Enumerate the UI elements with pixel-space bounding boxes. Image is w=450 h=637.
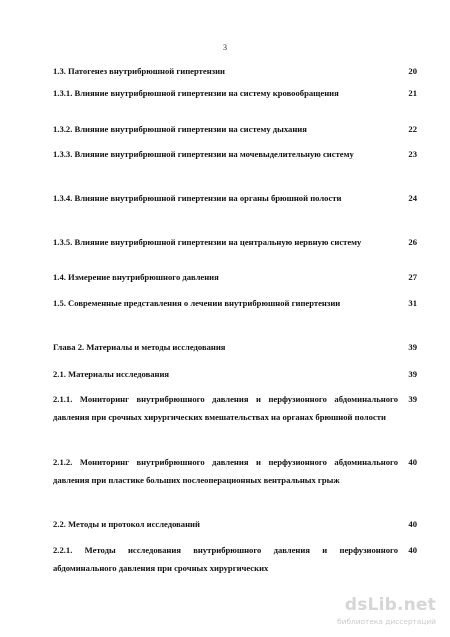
- toc-entry-page: 39: [408, 394, 417, 404]
- toc-entry-page: 20: [408, 66, 417, 76]
- toc-entry-page: 40: [408, 457, 417, 467]
- toc-entry-title: 1.3.1. Влияние внутрибрюшной гипертензии на систему кровообращения: [53, 88, 339, 98]
- toc-entry-title: 2.1.2. Мониторинг внутрибрюшного давления и перфузионного абдоминального давления при пластике больших послеоперационных вентральных грыж: [53, 457, 398, 485]
- toc-entry-title: 2.1.1. Мониторинг внутрибрюшного давления и перфузионного абдоминального давления при срочных хирургических вмешательствах на органах брюшной полости: [53, 394, 398, 422]
- toc-entry-page: 22: [408, 124, 417, 134]
- toc-entry-title: 1.4. Измерение внутрибрюшного давления: [53, 272, 219, 282]
- toc-entry-title: 1.3. Патогенез внутрибрюшной гипертензии: [53, 66, 225, 76]
- toc-entry-title: 1.3.4. Влияние внутрибрюшной гипертензии на органы брюшной полости: [53, 193, 342, 203]
- toc-entry-page: 40: [408, 519, 417, 529]
- toc-entry-title: 1.3.3. Влияние внутрибрюшной гипертензии на мочевыделительную систему: [53, 149, 354, 159]
- toc-entry-page: 26: [408, 237, 417, 247]
- toc-entry-page: 40: [408, 545, 417, 555]
- page-number: 3: [223, 43, 227, 52]
- watermark-tagline: библиотека диссертаций: [337, 617, 436, 626]
- toc-entry-title: 1.5. Современные представления о лечении внутрибрюшной гипертензии: [53, 298, 341, 308]
- watermark-brand: dsLib.net: [344, 595, 436, 615]
- watermark-logo: [318, 597, 436, 625]
- toc-entry-page: 31: [408, 298, 417, 308]
- toc-entry-page: 27: [408, 272, 417, 282]
- toc-entry-title: 1.3.5. Влияние внутрибрюшной гипертензии на центральную нервную систему: [53, 237, 362, 247]
- toc-entry-title: 2.1. Материалы исследования: [53, 369, 170, 379]
- toc-entry-title: 1.3.2. Влияние внутрибрюшной гипертензии на систему дыхания: [53, 124, 307, 134]
- toc-entry-page: 39: [408, 342, 417, 352]
- toc-entry-title: 2.2. Методы и протокол исследований: [53, 519, 200, 529]
- toc-entry-page: 24: [408, 193, 417, 203]
- toc-entry-page: 21: [408, 88, 417, 98]
- toc-entry-page: 39: [408, 369, 417, 379]
- toc-entry-title: Глава 2. Материалы и методы исследования: [53, 342, 226, 352]
- toc-entry-title: 2.2.1. Методы исследования внутрибрюшного давления и перфузионного абдоминального давления при срочных хирургических: [53, 545, 398, 573]
- toc-entry-page: 23: [408, 149, 417, 159]
